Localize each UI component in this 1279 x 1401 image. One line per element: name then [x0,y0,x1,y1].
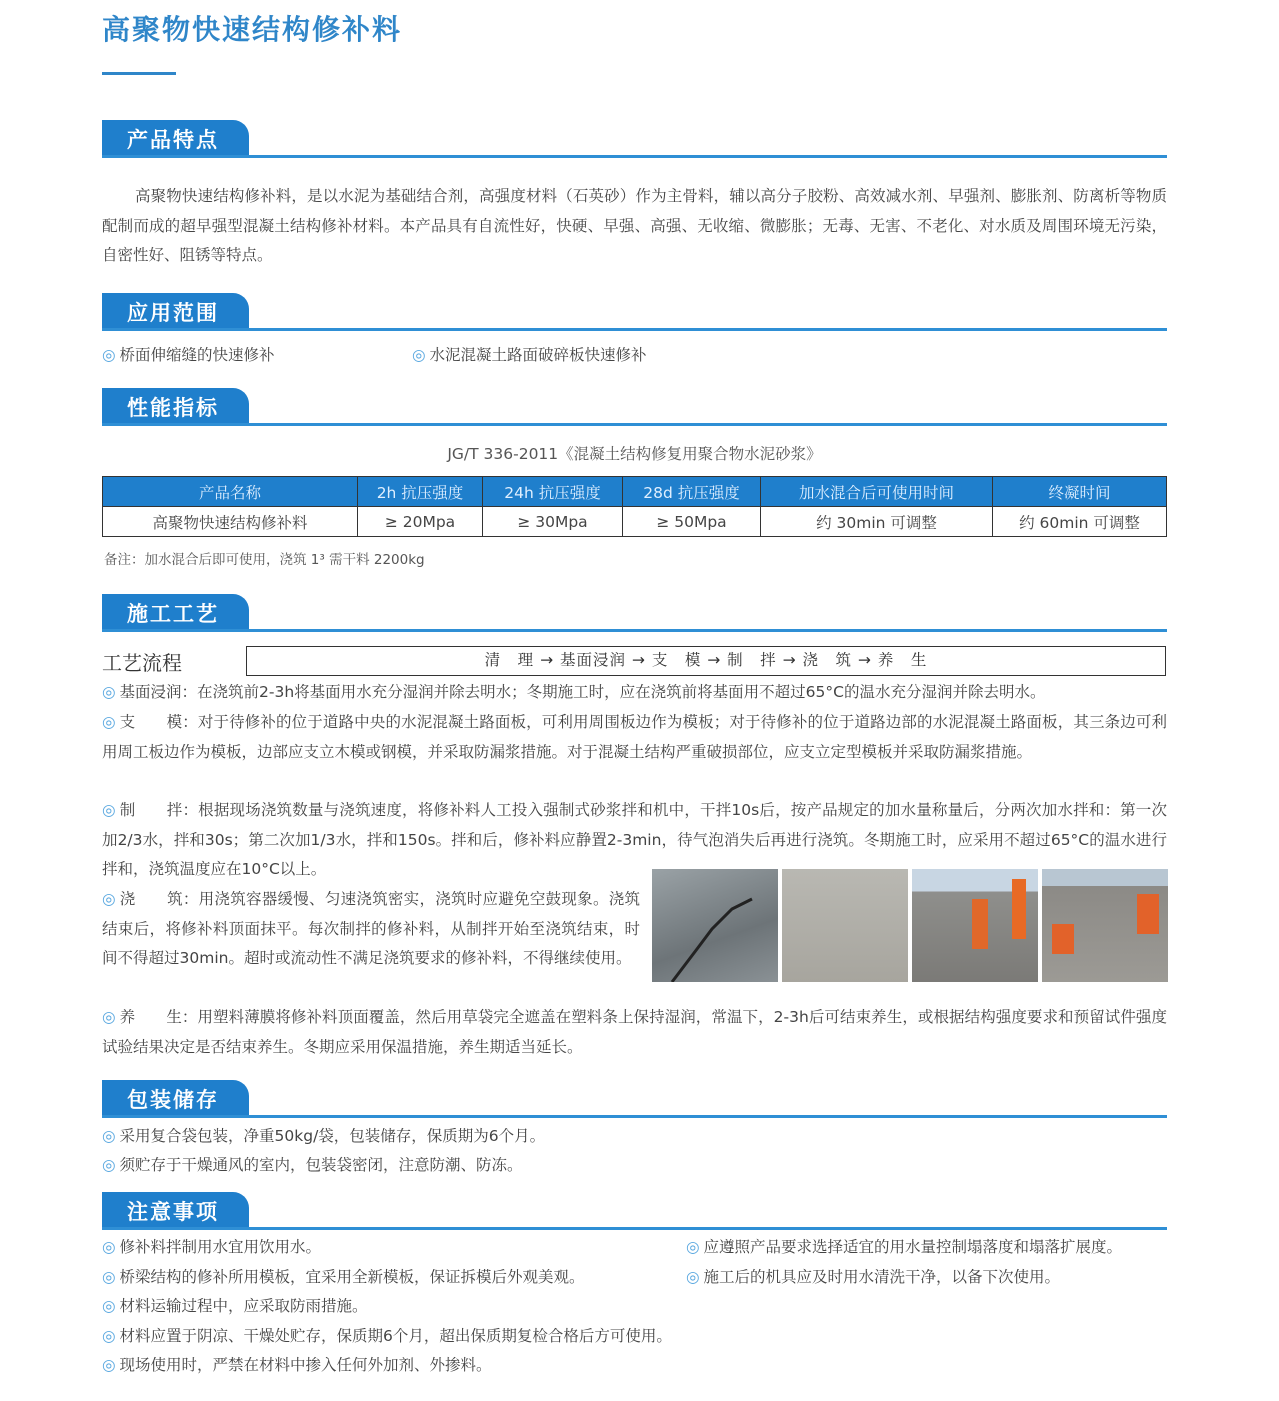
item-text: 材料应置于阴凉、干燥处贮存，保质期6个月，超出保质期复检合格后方可使用。 [119,1327,672,1345]
list-item [686,1263,1060,1293]
section-title: 性能指标 [102,388,249,426]
list-item [102,1351,492,1381]
section-title: 产品特点 [102,120,249,158]
table-cell: ≥ 30Mpa [483,507,623,537]
flow-label: 工艺流程 [102,651,182,675]
section-header-performance [102,388,1167,426]
process-step [102,708,1167,767]
list-item [102,1122,545,1152]
process-step [102,1003,1167,1062]
step-text: 支 模：对于待修补的位于道路中央的水泥混凝土路面板，可利用周围板边作为模板；对于待修补的位于道路边部的水泥混凝土路面板，其三条边可利用周工板边作为模板，边部应支立木模或钢模，并采取防漏浆措施。对于混凝土结构严重破损部位，应支立定型模板并采取防漏浆措施。 [102,713,1167,761]
bullet-circle-icon: ◎ [102,1238,116,1256]
table-cell: 约 60min 可调整 [993,507,1167,537]
table-header-row [103,477,1167,507]
features-paragraph: 高聚物快速结构修补料，是以水泥为基础结合剂，高强度材料（石英砂）作为主骨料，辅以高分子胶粉、高效减水剂、早强剂、膨胀剂、防离析等物质配制而成的超早强型混凝土结构修补材料。本产品具有自流性好，快硬、早强、高强、无收缩、微膨胀；无毒、无害、不老化、对水质及周围环境无污染，自密性好、阻锈等特点。 [102,187,1167,265]
bullet-circle-icon: ◎ [102,683,116,701]
item-text: 须贮存于干燥通风的室内，包装袋密闭，注意防潮、防冻。 [119,1156,523,1174]
bullet-circle-icon: ◎ [102,1297,116,1315]
section-header-notes [102,1192,1167,1230]
item-text: 应遵照产品要求选择适宜的用水量控制塌落度和塌落扩展度。 [703,1238,1123,1256]
column-header: 28d 抗压强度 [623,477,761,507]
item-text: 桥梁结构的修补所用模板，宜采用全新模板，保证拆模后外观美观。 [119,1268,585,1286]
item-text: 材料运输过程中，应采取防雨措施。 [119,1297,368,1315]
section-header-scope [102,293,1167,331]
bullet-circle-icon: ◎ [102,346,116,364]
bullet-circle-icon: ◎ [102,890,116,908]
worker-figure [1052,924,1074,954]
bullet-circle-icon: ◎ [102,1268,116,1286]
step-text: 制 拌：根据现场浇筑数量与浇筑速度，将修补料人工投入强制式砂浆拌和机中，干拌10s后，按产品规定的加水量称量后，分两次加水拌和：第一次加2/3水，拌和30s；第二次加1/3水，拌和150s。拌和后，修补料应静置2-3min，待气泡消失后再进行浇筑。冬期施工时，应采用不超过65°C的温水进行拌和，浇筑温度应在10°C以上。 [102,801,1167,879]
table-cell: 高聚物快速结构修补料 [103,507,358,537]
bullet-circle-icon: ◎ [102,1356,116,1374]
table-cell: 约 30min 可调整 [761,507,993,537]
page-title: 高聚物快速结构修补料 [102,13,403,46]
section-title: 注意事项 [102,1192,249,1230]
list-item [102,341,275,371]
bullet-circle-icon: ◎ [686,1238,700,1256]
crack-shape [652,869,778,982]
section-header-process [102,594,1167,632]
bullet-circle-icon: ◎ [686,1268,700,1286]
worker-figure [1137,894,1159,934]
section-title: 包装储存 [102,1080,249,1118]
item-text: 修补料拌制用水宜用饮用水。 [119,1238,322,1256]
list-item [102,1263,585,1293]
process-step [102,885,640,974]
list-item [686,1233,1122,1263]
bullet-circle-icon: ◎ [102,801,116,819]
list-item [412,341,647,371]
step-text: 浇 筑：用浇筑容器缓慢、匀速浇筑密实，浇筑时应避免空鼓现象。浇筑结束后，将修补料顶面抹平。每次制拌的修补料，从制拌开始至浇筑结束，时间不得超过30min。超时或流动性不满足浇筑要求的修补料，不得继续使用。 [102,890,640,968]
section-title: 应用范围 [102,293,249,331]
table-row [103,507,1167,537]
photo-workers-pouring [912,869,1038,982]
process-step [102,678,1167,708]
column-header: 加水混合后可使用时间 [761,477,993,507]
section-title: 施工工艺 [102,594,249,632]
bullet-circle-icon: ◎ [102,1156,116,1174]
bullet-circle-icon: ◎ [412,346,426,364]
section-header-packaging [102,1080,1167,1118]
performance-table [102,476,1167,537]
photo-repaired-surface [782,869,908,982]
item-text: 采用复合袋包装，净重50kg/袋，包装储存，保质期为6个月。 [119,1127,546,1145]
standard-reference: JG/T 336-2011《混凝土结构修复用聚合物水泥砂浆》 [447,445,822,463]
list-item [102,1151,523,1181]
column-header: 24h 抗压强度 [483,477,623,507]
process-flow-box: 清 理 → 基面浸润 → 支 模 → 制 拌 → 浇 筑 → 养 生 [246,646,1166,676]
worker-figure [972,899,988,949]
step-text: 养 生：用塑料薄膜将修补料顶面覆盖，然后用草袋完全遮盖在塑料条上保持湿润，常温下，2-3h后可结束养生，或根据结构强度要求和预留试件强度试验结果决定是否结束养生。冬期应采用保温措施，养生期适当延长。 [102,1008,1167,1056]
list-item [102,1322,672,1352]
bullet-circle-icon: ◎ [102,713,116,731]
photo-cracked-pavement [652,869,778,982]
table-cell: ≥ 50Mpa [623,507,761,537]
table-cell: ≥ 20Mpa [358,507,483,537]
item-text: 现场使用时，严禁在材料中掺入任何外加剂、外掺料。 [119,1356,492,1374]
worker-figure [1012,879,1026,939]
title-underline [102,72,176,75]
column-header: 产品名称 [103,477,358,507]
item-text: 施工后的机具应及时用水清洗干净，以备下次使用。 [703,1268,1061,1286]
item-text: 桥面伸缩缝的快速修补 [119,346,275,364]
table-note: 备注：加水混合后即可使用，浇筑 1³ 需干料 2200kg [104,552,425,568]
list-item [102,1292,368,1322]
bullet-circle-icon: ◎ [102,1327,116,1345]
bullet-circle-icon: ◎ [102,1127,116,1145]
bullet-circle-icon: ◎ [102,1008,116,1026]
section-header-features [102,120,1167,158]
step-text: 基面浸润：在浇筑前2-3h将基面用水充分湿润并除去明水；冬期施工时，应在浇筑前将基面用不超过65°C的温水充分湿润并除去明水。 [119,683,1046,701]
photo-workers-finishing [1042,869,1168,982]
column-header: 终凝时间 [993,477,1167,507]
item-text: 水泥混凝土路面破碎板快速修补 [429,346,647,364]
list-item [102,1233,321,1263]
column-header: 2h 抗压强度 [358,477,483,507]
